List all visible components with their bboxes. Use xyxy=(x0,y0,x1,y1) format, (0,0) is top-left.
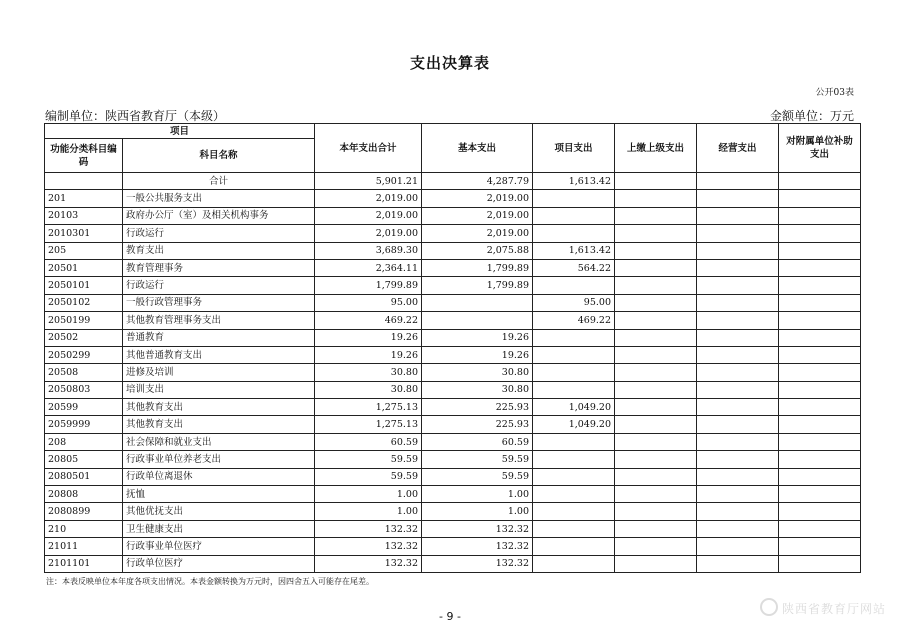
table-row xyxy=(45,364,861,381)
cell-project xyxy=(533,207,615,224)
cell-project: 1,049.20 xyxy=(533,416,615,433)
cell-name: 行政单位离退休 xyxy=(123,468,315,485)
cell-upper xyxy=(615,225,697,242)
cell-basic: 1,799.89 xyxy=(422,277,533,294)
cell-business xyxy=(697,259,779,276)
cell-subsidy xyxy=(779,433,861,450)
cell-project xyxy=(533,520,615,537)
total-business xyxy=(697,173,779,190)
cell-subsidy xyxy=(779,259,861,276)
cell-code: 208 xyxy=(45,433,123,450)
cell-name: 政府办公厅（室）及相关机构事务 xyxy=(123,207,315,224)
cell-subsidy xyxy=(779,555,861,572)
cell-project xyxy=(533,329,615,346)
cell-subsidy xyxy=(779,294,861,311)
cell-total: 60.59 xyxy=(315,433,422,450)
cell-total: 59.59 xyxy=(315,468,422,485)
cell-business xyxy=(697,555,779,572)
cell-project: 1,613.42 xyxy=(533,242,615,259)
cell-name: 一般公共服务支出 xyxy=(123,190,315,207)
cell-code: 20808 xyxy=(45,486,123,503)
cell-subsidy xyxy=(779,364,861,381)
cell-code: 20599 xyxy=(45,399,123,416)
cell-basic: 59.59 xyxy=(422,468,533,485)
cell-name: 社会保障和就业支出 xyxy=(123,433,315,450)
page-title: 支出决算表 xyxy=(409,54,490,72)
table-row xyxy=(45,346,861,363)
table-row xyxy=(45,486,861,503)
cell-subsidy xyxy=(779,503,861,520)
cell-upper xyxy=(615,207,697,224)
cell-name: 行政运行 xyxy=(123,277,315,294)
cell-subsidy xyxy=(779,468,861,485)
cell-code: 2050101 xyxy=(45,277,123,294)
cell-total: 95.00 xyxy=(315,294,422,311)
cell-basic xyxy=(422,312,533,329)
cell-name: 其他教育管理事务支出 xyxy=(123,312,315,329)
cell-name: 其他普通教育支出 xyxy=(123,346,315,363)
table-row xyxy=(45,520,861,537)
table-row xyxy=(45,451,861,468)
cell-upper xyxy=(615,486,697,503)
page-number: - 9 - xyxy=(439,610,461,623)
table-row xyxy=(45,242,861,259)
cell-business xyxy=(697,312,779,329)
cell-project: 1,049.20 xyxy=(533,399,615,416)
cell-project xyxy=(533,433,615,450)
header-item-group: 项目 xyxy=(45,124,315,139)
cell-total: 3,689.30 xyxy=(315,242,422,259)
cell-total: 469.22 xyxy=(315,312,422,329)
cell-upper xyxy=(615,242,697,259)
cell-business xyxy=(697,520,779,537)
cell-subsidy xyxy=(779,520,861,537)
cell-project xyxy=(533,451,615,468)
cell-subsidy xyxy=(779,190,861,207)
cell-project xyxy=(533,364,615,381)
cell-code: 20103 xyxy=(45,207,123,224)
cell-name: 进修及培训 xyxy=(123,364,315,381)
watermark-logo-icon xyxy=(760,598,778,616)
header-total: 本年支出合计 xyxy=(315,124,422,173)
cell-basic: 30.80 xyxy=(422,381,533,398)
cell-business xyxy=(697,225,779,242)
cell-code: 201 xyxy=(45,190,123,207)
cell-code: 2050199 xyxy=(45,312,123,329)
cell-business xyxy=(697,190,779,207)
cell-project xyxy=(533,503,615,520)
cell-upper xyxy=(615,346,697,363)
cell-total: 2,364.11 xyxy=(315,259,422,276)
cell-business xyxy=(697,468,779,485)
cell-total: 132.32 xyxy=(315,555,422,572)
cell-business xyxy=(697,451,779,468)
cell-name: 其他优抚支出 xyxy=(123,503,315,520)
cell-subsidy xyxy=(779,329,861,346)
form-code: 公开03表 xyxy=(815,88,854,98)
watermark-text: 陕西省教育厅网站 xyxy=(781,602,886,616)
cell-project xyxy=(533,486,615,503)
header-basic: 基本支出 xyxy=(422,124,533,173)
cell-name: 行政单位医疗 xyxy=(123,555,315,572)
cell-name: 卫生健康支出 xyxy=(123,520,315,537)
cell-code: 21011 xyxy=(45,538,123,555)
table-row xyxy=(45,312,861,329)
cell-upper xyxy=(615,399,697,416)
header-business: 经营支出 xyxy=(697,124,779,173)
cell-basic: 19.26 xyxy=(422,346,533,363)
cell-upper xyxy=(615,538,697,555)
cell-total: 2,019.00 xyxy=(315,225,422,242)
cell-upper xyxy=(615,364,697,381)
cell-basic: 132.32 xyxy=(422,555,533,572)
table-row xyxy=(45,503,861,520)
cell-total: 2,019.00 xyxy=(315,190,422,207)
cell-total: 1.00 xyxy=(315,503,422,520)
cell-upper xyxy=(615,329,697,346)
cell-code: 2080501 xyxy=(45,468,123,485)
total-code-cell xyxy=(45,173,123,190)
cell-subsidy xyxy=(779,538,861,555)
cell-upper xyxy=(615,451,697,468)
cell-total: 2,019.00 xyxy=(315,207,422,224)
cell-subsidy xyxy=(779,416,861,433)
cell-business xyxy=(697,416,779,433)
header-upper: 上缴上级支出 xyxy=(615,124,697,173)
cell-code: 20501 xyxy=(45,259,123,276)
cell-total: 132.32 xyxy=(315,520,422,537)
cell-name: 抚恤 xyxy=(123,486,315,503)
table-row xyxy=(45,381,861,398)
cell-basic: 2,019.00 xyxy=(422,190,533,207)
cell-total: 1,275.13 xyxy=(315,416,422,433)
total-upper xyxy=(615,173,697,190)
cell-project xyxy=(533,225,615,242)
cell-upper xyxy=(615,294,697,311)
cell-code: 20508 xyxy=(45,364,123,381)
total-label: 合计 xyxy=(123,173,315,190)
header-subsidy: 对附属单位补助支出 xyxy=(779,124,861,173)
cell-basic: 1.00 xyxy=(422,503,533,520)
cell-subsidy xyxy=(779,451,861,468)
cell-business xyxy=(697,207,779,224)
cell-upper xyxy=(615,433,697,450)
cell-business xyxy=(697,503,779,520)
total-row xyxy=(45,173,861,190)
cell-upper xyxy=(615,259,697,276)
unit-label: 金额单位：万元 xyxy=(769,109,854,123)
cell-total: 1,275.13 xyxy=(315,399,422,416)
cell-basic: 132.32 xyxy=(422,520,533,537)
cell-name: 普通教育 xyxy=(123,329,315,346)
cell-subsidy xyxy=(779,312,861,329)
header-name: 科目名称 xyxy=(123,139,315,173)
cell-subsidy xyxy=(779,346,861,363)
cell-business xyxy=(697,294,779,311)
cell-name: 教育管理事务 xyxy=(123,259,315,276)
expenditure-table xyxy=(44,123,861,573)
footnote: 注：本表反映单位本年度各项支出情况。本表金额转换为万元时，因四舍五入可能存在尾差。 xyxy=(46,577,374,586)
cell-basic: 225.93 xyxy=(422,416,533,433)
cell-total: 1,799.89 xyxy=(315,277,422,294)
cell-basic: 60.59 xyxy=(422,433,533,450)
table-row xyxy=(45,294,861,311)
cell-total: 30.80 xyxy=(315,364,422,381)
cell-project: 469.22 xyxy=(533,312,615,329)
cell-project xyxy=(533,381,615,398)
total-basic: 4,287.79 xyxy=(422,173,533,190)
cell-business xyxy=(697,538,779,555)
cell-project xyxy=(533,468,615,485)
cell-subsidy xyxy=(779,381,861,398)
cell-basic: 2,075.88 xyxy=(422,242,533,259)
cell-subsidy xyxy=(779,277,861,294)
cell-basic: 59.59 xyxy=(422,451,533,468)
table-row xyxy=(45,225,861,242)
cell-total: 19.26 xyxy=(315,346,422,363)
cell-code: 2050299 xyxy=(45,346,123,363)
cell-name: 其他教育支出 xyxy=(123,416,315,433)
total-total: 5,901.21 xyxy=(315,173,422,190)
cell-code: 2050803 xyxy=(45,381,123,398)
total-project: 1,613.42 xyxy=(533,173,615,190)
table-row xyxy=(45,259,861,276)
table-row xyxy=(45,468,861,485)
cell-subsidy xyxy=(779,225,861,242)
cell-business xyxy=(697,364,779,381)
cell-business xyxy=(697,329,779,346)
cell-subsidy xyxy=(779,242,861,259)
cell-basic: 2,019.00 xyxy=(422,207,533,224)
cell-upper xyxy=(615,416,697,433)
cell-name: 一般行政管理事务 xyxy=(123,294,315,311)
cell-project xyxy=(533,277,615,294)
cell-project xyxy=(533,346,615,363)
table-row xyxy=(45,538,861,555)
cell-business xyxy=(697,346,779,363)
cell-total: 19.26 xyxy=(315,329,422,346)
table-row xyxy=(45,329,861,346)
cell-business xyxy=(697,486,779,503)
cell-basic: 30.80 xyxy=(422,364,533,381)
table-row xyxy=(45,555,861,572)
cell-subsidy xyxy=(779,207,861,224)
table-row xyxy=(45,190,861,207)
header-code: 功能分类科目编码 xyxy=(45,139,123,173)
cell-business xyxy=(697,277,779,294)
cell-project xyxy=(533,555,615,572)
cell-basic: 225.93 xyxy=(422,399,533,416)
table-row xyxy=(45,416,861,433)
cell-upper xyxy=(615,190,697,207)
cell-upper xyxy=(615,312,697,329)
cell-basic xyxy=(422,294,533,311)
cell-code: 210 xyxy=(45,520,123,537)
cell-basic: 1.00 xyxy=(422,486,533,503)
cell-project xyxy=(533,538,615,555)
cell-name: 教育支出 xyxy=(123,242,315,259)
cell-total: 30.80 xyxy=(315,381,422,398)
cell-basic: 19.26 xyxy=(422,329,533,346)
cell-upper xyxy=(615,555,697,572)
cell-code: 2080899 xyxy=(45,503,123,520)
cell-code: 2010301 xyxy=(45,225,123,242)
cell-name: 培训支出 xyxy=(123,381,315,398)
cell-business xyxy=(697,242,779,259)
cell-basic: 2,019.00 xyxy=(422,225,533,242)
cell-subsidy xyxy=(779,399,861,416)
table-row xyxy=(45,207,861,224)
header-project: 项目支出 xyxy=(533,124,615,173)
cell-total: 132.32 xyxy=(315,538,422,555)
cell-basic: 132.32 xyxy=(422,538,533,555)
cell-code: 2050102 xyxy=(45,294,123,311)
cell-upper xyxy=(615,277,697,294)
cell-name: 其他教育支出 xyxy=(123,399,315,416)
cell-upper xyxy=(615,520,697,537)
org-label: 编制单位：陕西省教育厅（本级） xyxy=(45,109,226,123)
total-subsidy xyxy=(779,173,861,190)
table-row xyxy=(45,433,861,450)
cell-name: 行政事业单位养老支出 xyxy=(123,451,315,468)
cell-code: 205 xyxy=(45,242,123,259)
cell-business xyxy=(697,381,779,398)
cell-name: 行政运行 xyxy=(123,225,315,242)
cell-subsidy xyxy=(779,486,861,503)
cell-upper xyxy=(615,381,697,398)
cell-basic: 1,799.89 xyxy=(422,259,533,276)
table-row xyxy=(45,277,861,294)
table-row xyxy=(45,399,861,416)
cell-upper xyxy=(615,468,697,485)
cell-total: 1.00 xyxy=(315,486,422,503)
cell-business xyxy=(697,433,779,450)
cell-code: 20805 xyxy=(45,451,123,468)
cell-total: 59.59 xyxy=(315,451,422,468)
cell-project: 564.22 xyxy=(533,259,615,276)
cell-code: 2059999 xyxy=(45,416,123,433)
watermark xyxy=(760,598,886,617)
cell-business xyxy=(697,399,779,416)
cell-project: 95.00 xyxy=(533,294,615,311)
cell-upper xyxy=(615,503,697,520)
cell-project xyxy=(533,190,615,207)
cell-code: 2101101 xyxy=(45,555,123,572)
cell-code: 20502 xyxy=(45,329,123,346)
cell-name: 行政事业单位医疗 xyxy=(123,538,315,555)
